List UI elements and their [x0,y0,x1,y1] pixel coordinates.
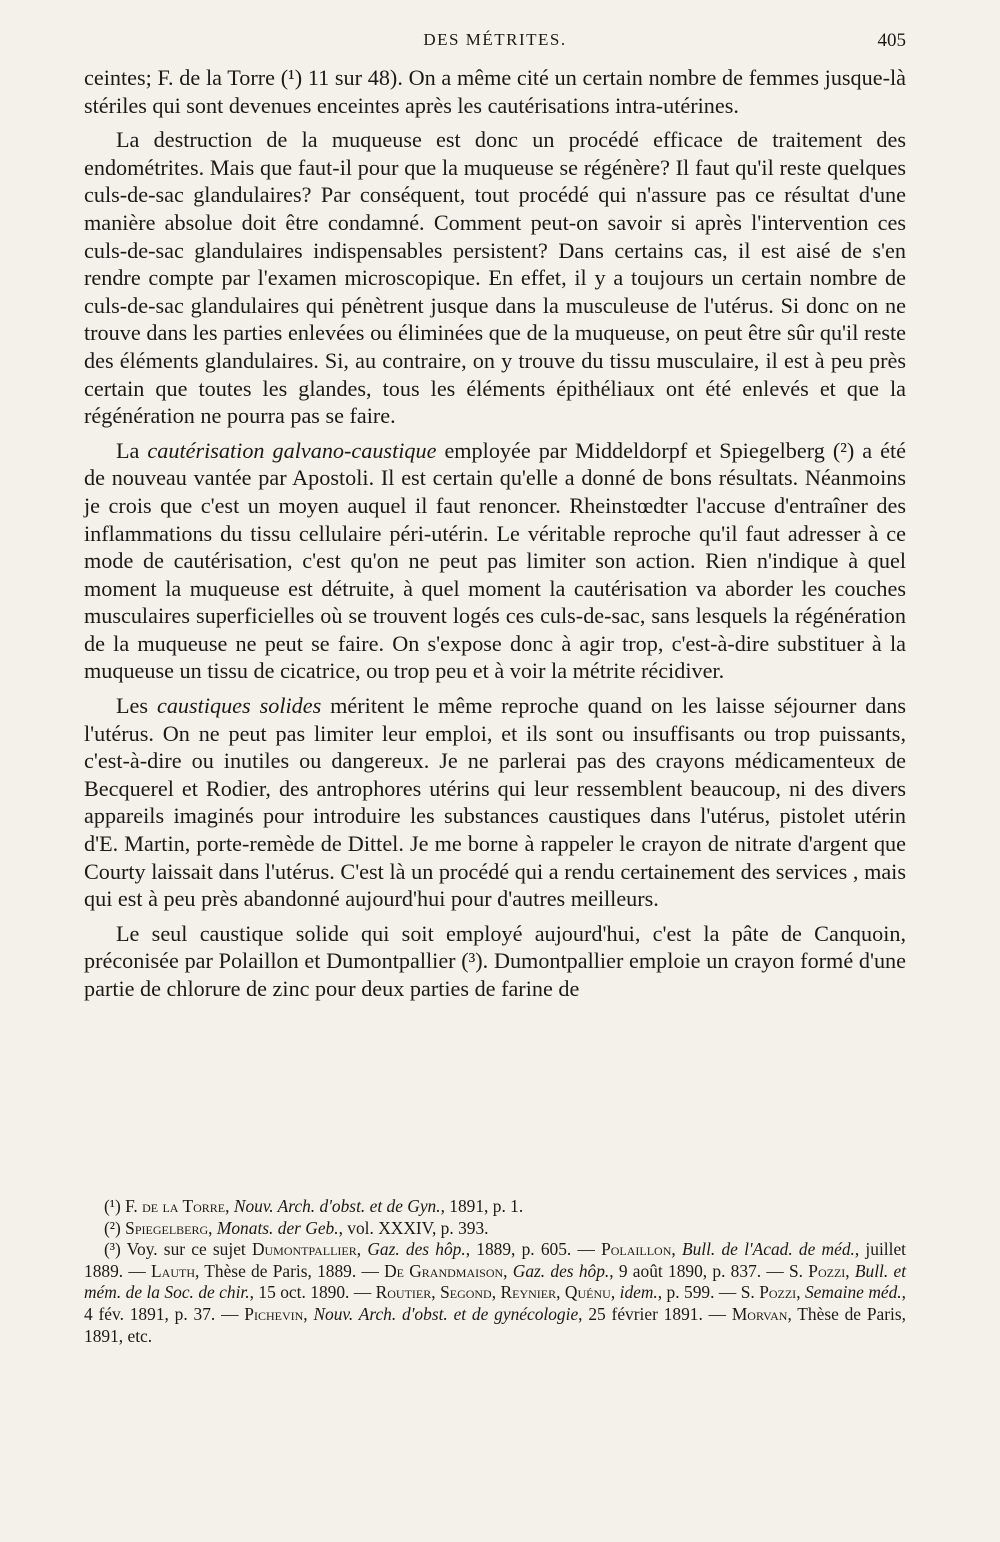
paragraph-pate-canquoin: Le seul caustique solide qui soit employé aujourd'hui, c'est la pâte de Canquoin, préconisée par Polaillon et Dumontpallier (³). Dumontpallier emploie un crayon formé d'une partie de chlorure de zinc pour deux parties de farine de [84,920,906,1001]
running-head [84,30,906,60]
italic-term: caustiques solides [156,693,322,719]
paragraph-lead: Les [116,693,157,719]
footnote-2: (²) Spiegelberg, Monats. der Geb., vol. XXXIV, p. 393. [104,1217,489,1238]
running-title: DES MÉTRITES. [423,30,567,49]
paragraph-galvano-caustique [84,437,906,685]
footnotes [84,1196,906,1347]
paragraph-body: méritent le même reproche quand on les laisse séjourner dans l'utérus. On ne peut pas limiter leur emploi, et ils sont ou insuffisants ou trop puissants, c'est-à-dire ou inutiles ou dangereux. Je ne parlerai pas des crayons médicamenteux de Becquerel et Rodier, des antrophores utérins qui leur ressemblent beaucoup, ni des divers appareils imaginés pour introduire les substances caustiques dans l'utérus, pistolet utérin d'E. Martin, porte-remède de Dittel. Je me borne à rappeler le crayon de nitrate d'argent que Courty laissait dans l'utérus. C'est là un procédé qui a rendu certainement des services , mais qui est à peu près abandonné aujourd'hui pour d'autres meilleurs. [84,693,906,912]
paragraph-lead: La [116,437,148,463]
page-number: 405 [877,30,906,51]
italic-term: cautérisation galvano-caustique [147,437,437,463]
paragraph-body: employée par Middeldorpf et Spiegelberg (²) a été de nouveau vantée par Apostoli. Il est certain qu'elle a donné de bons résultats. Néanmoins je crois que c'est un moyen auquel il faut renoncer. Rheinstœdter l'accuse d'entraîner des inflammations du tissu cellulaire péri-utérin. Le véritable reproche qu'il faut adresser à ce mode de cautérisation, c'est qu'on ne peut pas limiter son action. Rien n'indique à quel moment la muqueuse est détruite, à quel moment la cautérisation va aborder les couches musculaires superficielles où se trouvent logés ces culs-de-sac, sans lesquels la régénération de la muqueuse ne peut se faire. On s'expose donc à agir trop, c'est-à-dire substituer à la muqueuse un tissu de cicatrice, ou trop peu et à voir la métrite récidiver. [84,437,907,684]
paragraph-destruction: La destruction de la muqueuse est donc un procédé efficace de traitement des endométrites. Mais que faut-il pour que la muqueuse se régénère? Il faut qu'il reste quelques culs-de-sac glandulaires? Par conséquent, tout procédé qui n'assure pas ce résultat d'une manière absolue doit être condamné. Comment peut-on savoir si après l'intervention ces culs-de-sac glandulaires indispensables persistent? Dans certains cas, il est aisé de s'en rendre compte par l'examen microscopique. En effet, il y a toujours un certain nombre de culs-de-sac glandulaires qui pénètrent jusque dans la musculeuse de l'utérus. Si donc on ne trouve dans les parties enlevées ou éliminées que de la muqueuse, on peut être sûr qu'il reste des éléments glandulaires. Si, au contraire, on y trouve du tissu musculaire, il est à peu près certain que toutes les glandes, tous les éléments épithéliaux ont été enlevés et que la régénération ne pourra pas se faire. [84,127,906,429]
paragraph-caustiques-solides [84,692,906,913]
paragraph-continuation: ceintes; F. de la Torre (¹) 11 sur 48). On a même cité un certain nombre de femmes jusque-là stériles qui sont devenues enceintes après les cautérisations intra-utérines. [84,65,906,118]
body-text [84,64,906,1003]
footnote-1: (¹) F. de la Torre, Nouv. Arch. d'obst. et de Gyn., 1891, p. 1. [104,1196,524,1216]
footnote-3: (³) Voy. sur ce sujet Dumontpallier, Gaz. des hôp., 1889, p. 605. — Polaillon, Bull. de l'Acad. de méd., juillet 1889. — Lauth, Thèse de Paris, 1889. — De Grandmaison, Gaz. des hôp., 9 août 1890, p. 837. — S. Pozzi, Bull. et mém. de la Soc. de chir., 15 oct. 1890. — Routier, Segond, Reynier, Quénu, idem., p. 599. — S. Pozzi, Semaine méd., 4 fév. 1891, p. 37. — Pichevin, Nouv. Arch. d'obst. et de gynécologie, 25 février 1891. — Morvan, Thèse de Paris, 1891, etc. [84,1239,907,1346]
